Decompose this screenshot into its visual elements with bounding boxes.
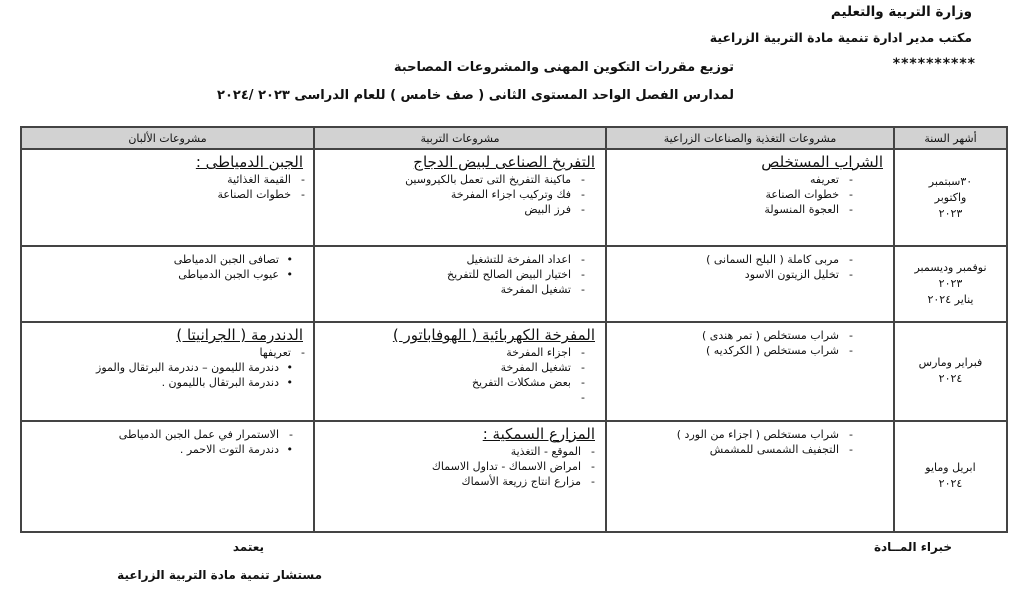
list-item: - اختيار البيض الصالح للتفريخ <box>323 267 577 282</box>
list-item: - تعريفه <box>615 172 845 187</box>
food-cell <box>606 149 894 246</box>
month-line: نوفمبر وديسمبر <box>914 261 987 275</box>
food-cell <box>606 421 894 532</box>
list-item: - امراض الاسماك - تداول الاسماك <box>323 459 587 474</box>
list-item: - بعض مشكلات التفريخ <box>323 375 577 390</box>
list-item: - تخليل الزيتون الاسود <box>615 267 845 282</box>
project-title: المزارع السمكية : <box>482 424 595 443</box>
list-item: - فرز البيض <box>323 202 577 217</box>
project-title: الدندرمة ( الجرانيتا ) <box>176 326 303 345</box>
poultry-cell <box>314 246 606 322</box>
table-row <box>21 246 1007 322</box>
month-line: ٢٠٢٣ <box>938 277 963 291</box>
office-name: مكتب مدير ادارة تنمية مادة التربية الزراعية <box>709 30 972 45</box>
header-months: أشهر السنة <box>894 127 1007 149</box>
table-row <box>21 421 1007 532</box>
months-cell <box>894 149 1007 246</box>
list-item: - تشغيل المفرخة <box>323 282 577 297</box>
months-cell <box>894 322 1007 420</box>
food-cell <box>606 246 894 322</box>
document-subtitle: لمدارس الفصل الواحد المستوى الثانى ( صف خامس ) للعام الدراسى ٢٠٢٣ /٢٠٢٤ <box>217 88 734 103</box>
project-title: الجبن الدمياطى : <box>195 153 303 171</box>
list-item: - تعريفها <box>30 345 297 360</box>
table-header-row <box>21 127 1007 149</box>
table-row <box>21 322 1007 420</box>
list-item: - خطوات الصناعة <box>615 187 845 202</box>
list-item: • عيوب الجبن الدمياطى <box>30 267 285 282</box>
list-item: - خطوات الصناعة <box>30 187 297 202</box>
month-line: ٣٠سبتمبر <box>928 174 973 188</box>
list-item: - التجفيف الشمسى للمشمش <box>615 442 845 457</box>
list-item: - اجزاء المفرخة <box>323 345 577 360</box>
months-cell <box>894 421 1007 532</box>
month-line: ابريل ومايو <box>925 461 976 475</box>
list-item: - شراب مستخلص ( تمر هندى ) <box>615 328 845 343</box>
poultry-cell <box>314 149 606 246</box>
dairy-cell <box>21 246 314 322</box>
ministry-name: وزارة التربية والتعليم <box>830 4 972 20</box>
month-line: فبراير ومارس <box>918 356 983 370</box>
project-title: المفرخة الكهربائية ( الهوفاباتور ) <box>392 326 595 345</box>
list-item: - ماكينة التفريخ التى تعمل بالكيروسين <box>323 172 577 187</box>
list-item: - القيمة الغذائية <box>30 172 297 187</box>
list-item: - شراب مستخلص ( اجزاء من الورد ) <box>615 427 845 442</box>
list-item: - الاستمرار في عمل الجبن الدمياطى <box>30 427 285 442</box>
document-title: توزيع مقررات التكوين المهنى والمشروعات المصاحبة <box>393 60 734 75</box>
project-title: التفريخ الصناعى لبيض الدجاج <box>413 153 595 171</box>
list-item: - اعداد المفرخة للتشغيل <box>323 252 577 267</box>
list-item: • دندرمة الليمون – دندرمة البرتقال والموز <box>30 360 285 375</box>
list-item-empty <box>323 390 577 405</box>
subject-experts-label: خبراء المــادة <box>873 540 952 554</box>
list-item: - مزارع انتاج زريعة الأسماك <box>323 474 587 489</box>
poultry-cell <box>314 322 606 420</box>
table-row <box>21 149 1007 246</box>
curriculum-table <box>20 126 1008 533</box>
stars-separator: ********** <box>892 56 976 72</box>
header-dairy-projects: مشروعات الألبان <box>21 127 314 149</box>
list-item: - مربى كاملة ( البلح السمانى ) <box>615 252 845 267</box>
list-item: - فك وتركيب اجزاء المفرخة <box>323 187 577 202</box>
month-line: ٢٠٢٤ <box>938 372 963 386</box>
list-item: - شراب مستخلص ( الكركديه ) <box>615 343 845 358</box>
list-item: • دندرمة التوت الاحمر . <box>30 442 285 457</box>
dairy-cell <box>21 149 314 246</box>
consultant-label: مستشار تنمية مادة التربية الزراعية <box>117 568 322 582</box>
poultry-cell <box>314 421 606 532</box>
dairy-cell <box>21 421 314 532</box>
list-item: - تشغيل المفرخة <box>323 360 577 375</box>
list-item: - الموقع - التغذية <box>323 444 587 459</box>
project-title: الشراب المستخلص <box>761 153 883 171</box>
food-cell <box>606 322 894 420</box>
month-line: واكتوبر <box>934 190 967 204</box>
header-poultry-projects: مشروعات التربية <box>314 127 606 149</box>
dairy-cell <box>21 322 314 420</box>
list-item: • تصافى الجبن الدمياطى <box>30 252 285 267</box>
header-food-projects: مشروعات التغذية والصناعات الزراعية <box>606 127 894 149</box>
month-line: ٢٠٢٣ <box>938 206 963 220</box>
month-line: ٢٠٢٤ <box>938 477 963 491</box>
list-item: - العجوة المنسولة <box>615 202 845 217</box>
month-line: يناير ٢٠٢٤ <box>927 293 974 307</box>
months-cell <box>894 246 1007 322</box>
list-item: • دندرمة البرتقال بالليمون . <box>30 375 285 390</box>
approval-label: يعتمد <box>232 540 264 554</box>
